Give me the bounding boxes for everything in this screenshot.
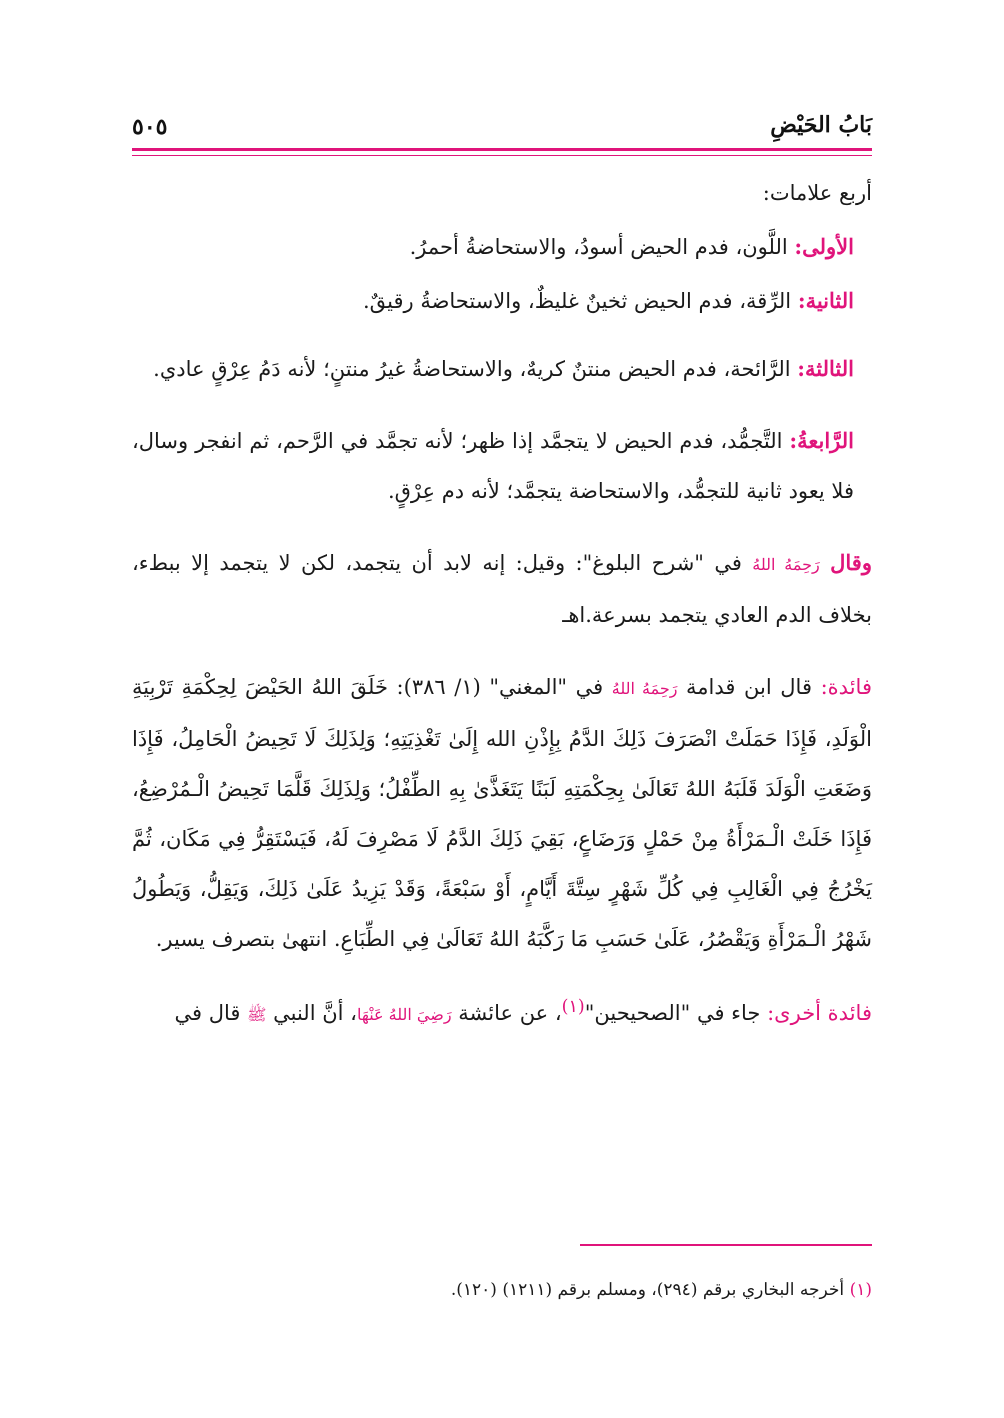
another-text-b: ، عن عائشة xyxy=(451,1001,562,1025)
benefit-paragraph xyxy=(132,662,872,964)
said-paragraph xyxy=(132,538,872,640)
benefit-label: فائدة: xyxy=(820,675,872,699)
first-text: اللَّون، فدم الحيض أسودُ، والاستحاضةُ أحمرُ. xyxy=(409,235,795,259)
fourth-label: الرَّابعةُ: xyxy=(789,428,854,453)
page-number: ٥٠٥ xyxy=(132,114,168,140)
fourth-text: التَّجمُّد، فدم الحيض لا يتجمَّد إذا ظهر؛ لأنه تجمَّد في الرَّحم، ثم انفجر وسال، فلا يعود ثانية للتجمُّد، والاستحاضة يتجمَّد؛ لأنه دم عِرْقٍ. xyxy=(132,429,854,503)
sign-first xyxy=(132,222,872,272)
header-rule-thin xyxy=(132,155,872,156)
another-label: فائدة أخرى: xyxy=(767,1001,872,1025)
main-text xyxy=(132,168,872,1040)
benefit-text-a: قال ابن قدامة xyxy=(677,675,821,699)
sign-fourth xyxy=(132,416,872,516)
third-text: الرَّائحة، فدم الحيض منتنٌ كريهٌ، والاستحاضةُ غيرُ منتنٍ؛ لأنه دَمُ عِرْقٍ عادي. xyxy=(153,357,798,381)
another-honorific-2: ﷺ xyxy=(247,1005,267,1024)
footnote-reference[interactable]: (١) xyxy=(561,997,585,1017)
page-header xyxy=(132,112,872,152)
said-text: في "شرح البلوغ": وقيل: إنه لابد أن يتجمد، لكن لا يتجمد إلا ببطء، بخلاف الدم العادي يتجمد بسرعة.اهـ xyxy=(132,551,872,627)
benefit-text-b: في "المغني" (١/ ٣٨٦): خَلَقَ اللهُ الحَيْضَ لِحِكْمَةِ تَرْبِيَةِ الْوَلَدِ، فَإِذَا حَمَلَتْ انْصَرَفَ ذَلِكَ الدَّمُ بِإِذْنِ الله إِلَىٰ تَغْذِيَتِهِ؛ وَلِذَلِكَ لَا تَحِيضُ الْحَامِلُ، فَإِذَا وَضَعَتِ الْوَلَدَ قَلَبَهُ اللهُ تَعَالَىٰ بِحِكْمَتِهِ لَبَنًا يَتَغَذَّىٰ بِهِ الطِّفْلُ؛ وَلِذَلِكَ قَلَّمَا تَحِيضُ الْـمُرْضِعُ، فَإِذَا خَلَتْ الْـمَرْأَةُ مِنْ حَمْلٍ وَرَضَاعٍ، بَقِيَ ذَلِكَ الدَّمُ لَا مَصْرِفَ لَهُ، فَيَسْتَقِرُّ فِي مَكَان، ثُمَّ يَخْرُجُ فِي الْغَالِبِ فِي كُلِّ شَهْرٍ سِتَّةَ أَيَّامٍ، أَوْ سَبْعَةً، وَقَدْ يَزِيدُ عَلَىٰ ذَلِكَ، وَيَقِلُّ، وَيَطُولُ شَهْرُ الْـمَرْأَةِ وَيَقْصُرُ، عَلَىٰ حَسَبِ مَا رَكَّبَهُ اللهُ تَعَالَىٰ فِي الطِّبَاعِ. انتهىٰ بتصرف يسير. xyxy=(132,675,872,951)
footnote-rule xyxy=(580,1244,872,1246)
chapter-title: بَابُ الحَيْضِ xyxy=(770,112,872,138)
sign-second xyxy=(132,276,872,326)
second-label: الثانية: xyxy=(797,288,854,313)
another-text-c: ، أنَّ النبي xyxy=(266,1001,357,1025)
benefit-honorific: رَحِمَهُ اللهُ xyxy=(611,679,678,698)
another-text-a: جاء في "الصحيحين" xyxy=(584,1001,768,1025)
second-text: الرِّقة، فدم الحيض ثخينٌ غليظٌ، والاستحاضةُ رقيقٌ. xyxy=(362,289,798,313)
first-label: الأولى: xyxy=(794,234,854,259)
another-text-d: قال في xyxy=(174,1001,248,1025)
header-rule-thick xyxy=(132,148,872,151)
sign-third xyxy=(132,344,872,394)
footnote xyxy=(132,1276,872,1304)
third-label: الثالثة: xyxy=(797,356,854,381)
another-benefit-paragraph xyxy=(132,982,872,1040)
said-label: وقال xyxy=(830,550,872,575)
another-honorific-1: رَضِيَ اللهُ عَنْهَا xyxy=(356,1005,452,1024)
footnote-number: (١) xyxy=(849,1280,872,1300)
intro-line xyxy=(132,168,872,218)
footnote-text: أخرجه البخاري برقم (٢٩٤)، ومسلم برقم (١٢١١) (١٢٠). xyxy=(450,1280,850,1300)
said-honorific: رَحِمَهُ اللهُ xyxy=(752,555,820,574)
intro-text: أربع علامات: xyxy=(762,181,872,205)
